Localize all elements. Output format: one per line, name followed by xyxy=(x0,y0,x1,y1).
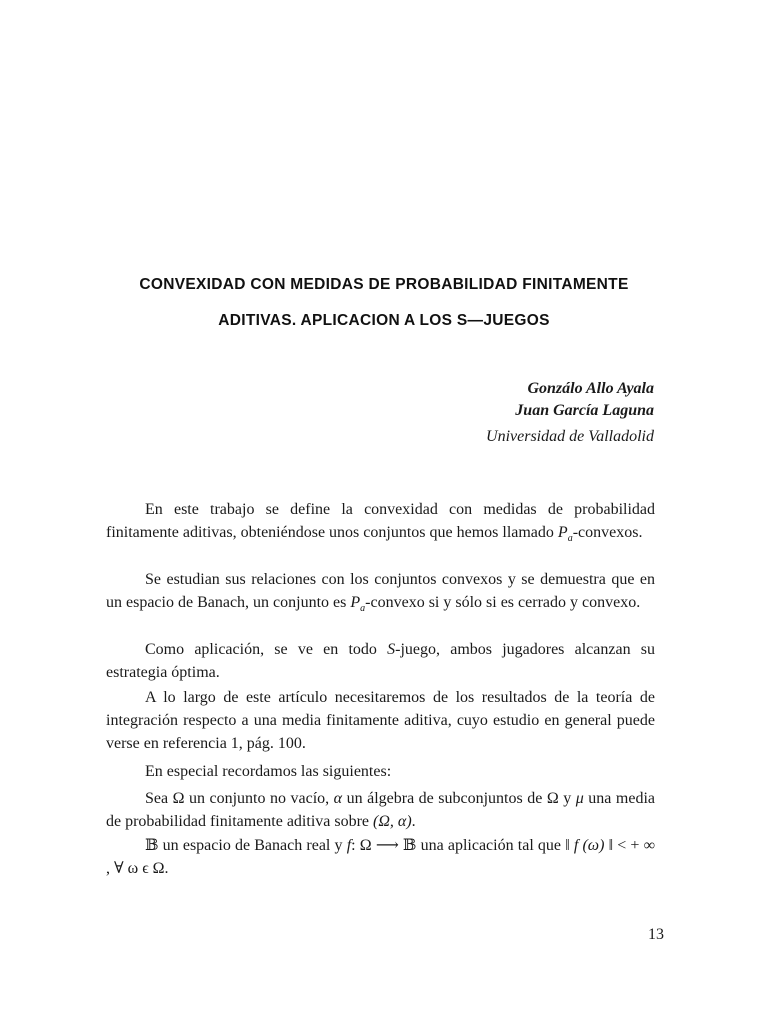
author-1: Gonzálo Allo Ayala xyxy=(527,380,654,397)
page-number: 13 xyxy=(648,926,664,943)
paragraph-intro: A lo largo de este artículo necesitaremos de los resultados de la teoría de integración respecto a una media finitamente aditiva, cuyo estudio en general puede verse en referencia 1, pág. 100. xyxy=(106,689,655,752)
author-2: Juan García Laguna xyxy=(515,402,654,419)
paper-title-line-1: CONVEXIDAD CON MEDIDAS DE PROBABILIDAD FINITAMENTE xyxy=(139,276,629,293)
affiliation: Universidad de Valladolid xyxy=(486,428,654,445)
paragraph-abstract-3: Como aplicación, se ve en todo S-juego, ambos jugadores alcanzan su estrategia óptima. xyxy=(106,641,656,681)
paragraph-definitions: Sea Ω un conjunto no vacío, α un álgebra de subconjuntos de Ω y μ una media de probabilidad finitamente aditiva sobre (Ω, α). xyxy=(106,790,655,830)
author-list xyxy=(515,378,654,422)
paper-title-line-2: ADITIVAS. APLICACION A LOS S—JUEGOS xyxy=(218,312,550,329)
paragraph-recall: En especial recordamos las siguientes: xyxy=(145,763,392,780)
paragraph-abstract-2: Se estudian sus relaciones con los conjuntos convexos y se demuestra que en un espacio de Banach, un conjunto es $P_a$-convexo si y sólo si es cerrado y convexo. xyxy=(106,571,655,615)
paragraph-abstract-1: En este trabajo se define la convexidad con medidas de probabilidad finitamente aditivas, obteniéndose unos conjuntos que hemos llamado $P_a$-convexos. xyxy=(106,501,655,545)
paragraph-banach: 𝔹 un espacio de Banach real y f: Ω ⟶ 𝔹 una aplicación tal que ‖ f (ω) ‖ < + ∞ , ∀ ω ϵ Ω. xyxy=(106,837,656,877)
